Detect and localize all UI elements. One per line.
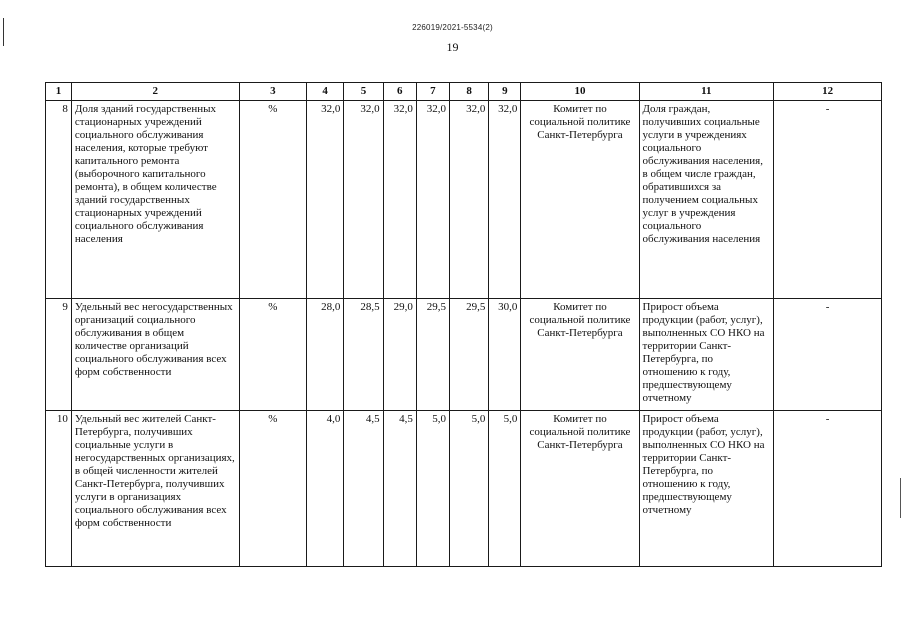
note: - xyxy=(774,411,882,567)
table-row xyxy=(46,101,882,299)
table-header-row xyxy=(46,83,882,101)
column-header: 5 xyxy=(344,83,383,101)
note: - xyxy=(774,299,882,411)
note: - xyxy=(774,101,882,299)
executor: Комитет по социальной политике Санкт-Петербурга xyxy=(521,299,639,411)
value-col-9: 32,0 xyxy=(489,101,521,299)
column-header: 7 xyxy=(416,83,449,101)
executor: Комитет по социальной политике Санкт-Петербурга xyxy=(521,101,639,299)
indicator-name: Удельный вес жителей Санкт-Петербурга, получивших социальные услуги в негосударственных организациях, в общей численности жителей Санкт-Петербурга, получивших услуги в организациях социального обслуживания всех форм собственности xyxy=(71,411,239,567)
value-col-5: 4,5 xyxy=(344,411,383,567)
value-col-7: 5,0 xyxy=(416,411,449,567)
value-col-9: 5,0 xyxy=(489,411,521,567)
column-header: 2 xyxy=(71,83,239,101)
value-col-5: 32,0 xyxy=(344,101,383,299)
value-col-4: 4,0 xyxy=(307,411,344,567)
value-col-4: 28,0 xyxy=(307,299,344,411)
scan-edge-mark-right xyxy=(900,478,901,518)
column-header: 9 xyxy=(489,83,521,101)
value-col-6: 32,0 xyxy=(383,101,416,299)
value-col-8: 5,0 xyxy=(449,411,488,567)
executor: Комитет по социальной политике Санкт-Петербурга xyxy=(521,411,639,567)
column-header: 6 xyxy=(383,83,416,101)
page-number: 19 xyxy=(446,40,459,54)
value-col-9: 30,0 xyxy=(489,299,521,411)
row-number: 8 xyxy=(46,101,72,299)
table-row xyxy=(46,411,882,567)
row-number: 9 xyxy=(46,299,72,411)
document-id: 226019/2021-5534(2) xyxy=(412,23,493,32)
column-header: 1 xyxy=(46,83,72,101)
column-header: 12 xyxy=(774,83,882,101)
description: Доля граждан, получивших социальные услуги в учреждениях социального обслуживания населения, в общем числе граждан, обратившихся за получением социальных услуг в учреждения социального обслуживания населения xyxy=(639,101,774,299)
unit: % xyxy=(239,299,306,411)
scan-edge-mark-left xyxy=(3,18,4,46)
indicators-table xyxy=(45,82,882,567)
indicator-name: Доля зданий государственных стационарных учреждений социального обслуживания населения, которые требуют капитального ремонта (выборочного капитального ремонта), в общем количестве зданий государственных стационарных учреждений социального обслуживания населения xyxy=(71,101,239,299)
unit: % xyxy=(239,101,306,299)
value-col-8: 29,5 xyxy=(449,299,488,411)
indicator-name: Удельный вес негосударственных организаций социального обслуживания в общем количестве организаций социального обслуживания всех форм собственности xyxy=(71,299,239,411)
value-col-6: 29,0 xyxy=(383,299,416,411)
description: Прирост объема продукции (работ, услуг), выполненных СО НКО на территории Санкт-Петербурга, по отношению к году, предшествующему отчетному xyxy=(639,411,774,567)
column-header: 4 xyxy=(307,83,344,101)
column-header: 11 xyxy=(639,83,774,101)
value-col-7: 29,5 xyxy=(416,299,449,411)
unit: % xyxy=(239,411,306,567)
value-col-4: 32,0 xyxy=(307,101,344,299)
column-header: 10 xyxy=(521,83,639,101)
table-row xyxy=(46,299,882,411)
value-col-6: 4,5 xyxy=(383,411,416,567)
column-header: 3 xyxy=(239,83,306,101)
description: Прирост объема продукции (работ, услуг), выполненных СО НКО на территории Санкт-Петербурга, по отношению к году, предшествующему отчетному xyxy=(639,299,774,411)
column-header: 8 xyxy=(449,83,488,101)
row-number: 10 xyxy=(46,411,72,567)
value-col-8: 32,0 xyxy=(449,101,488,299)
value-col-7: 32,0 xyxy=(416,101,449,299)
value-col-5: 28,5 xyxy=(344,299,383,411)
